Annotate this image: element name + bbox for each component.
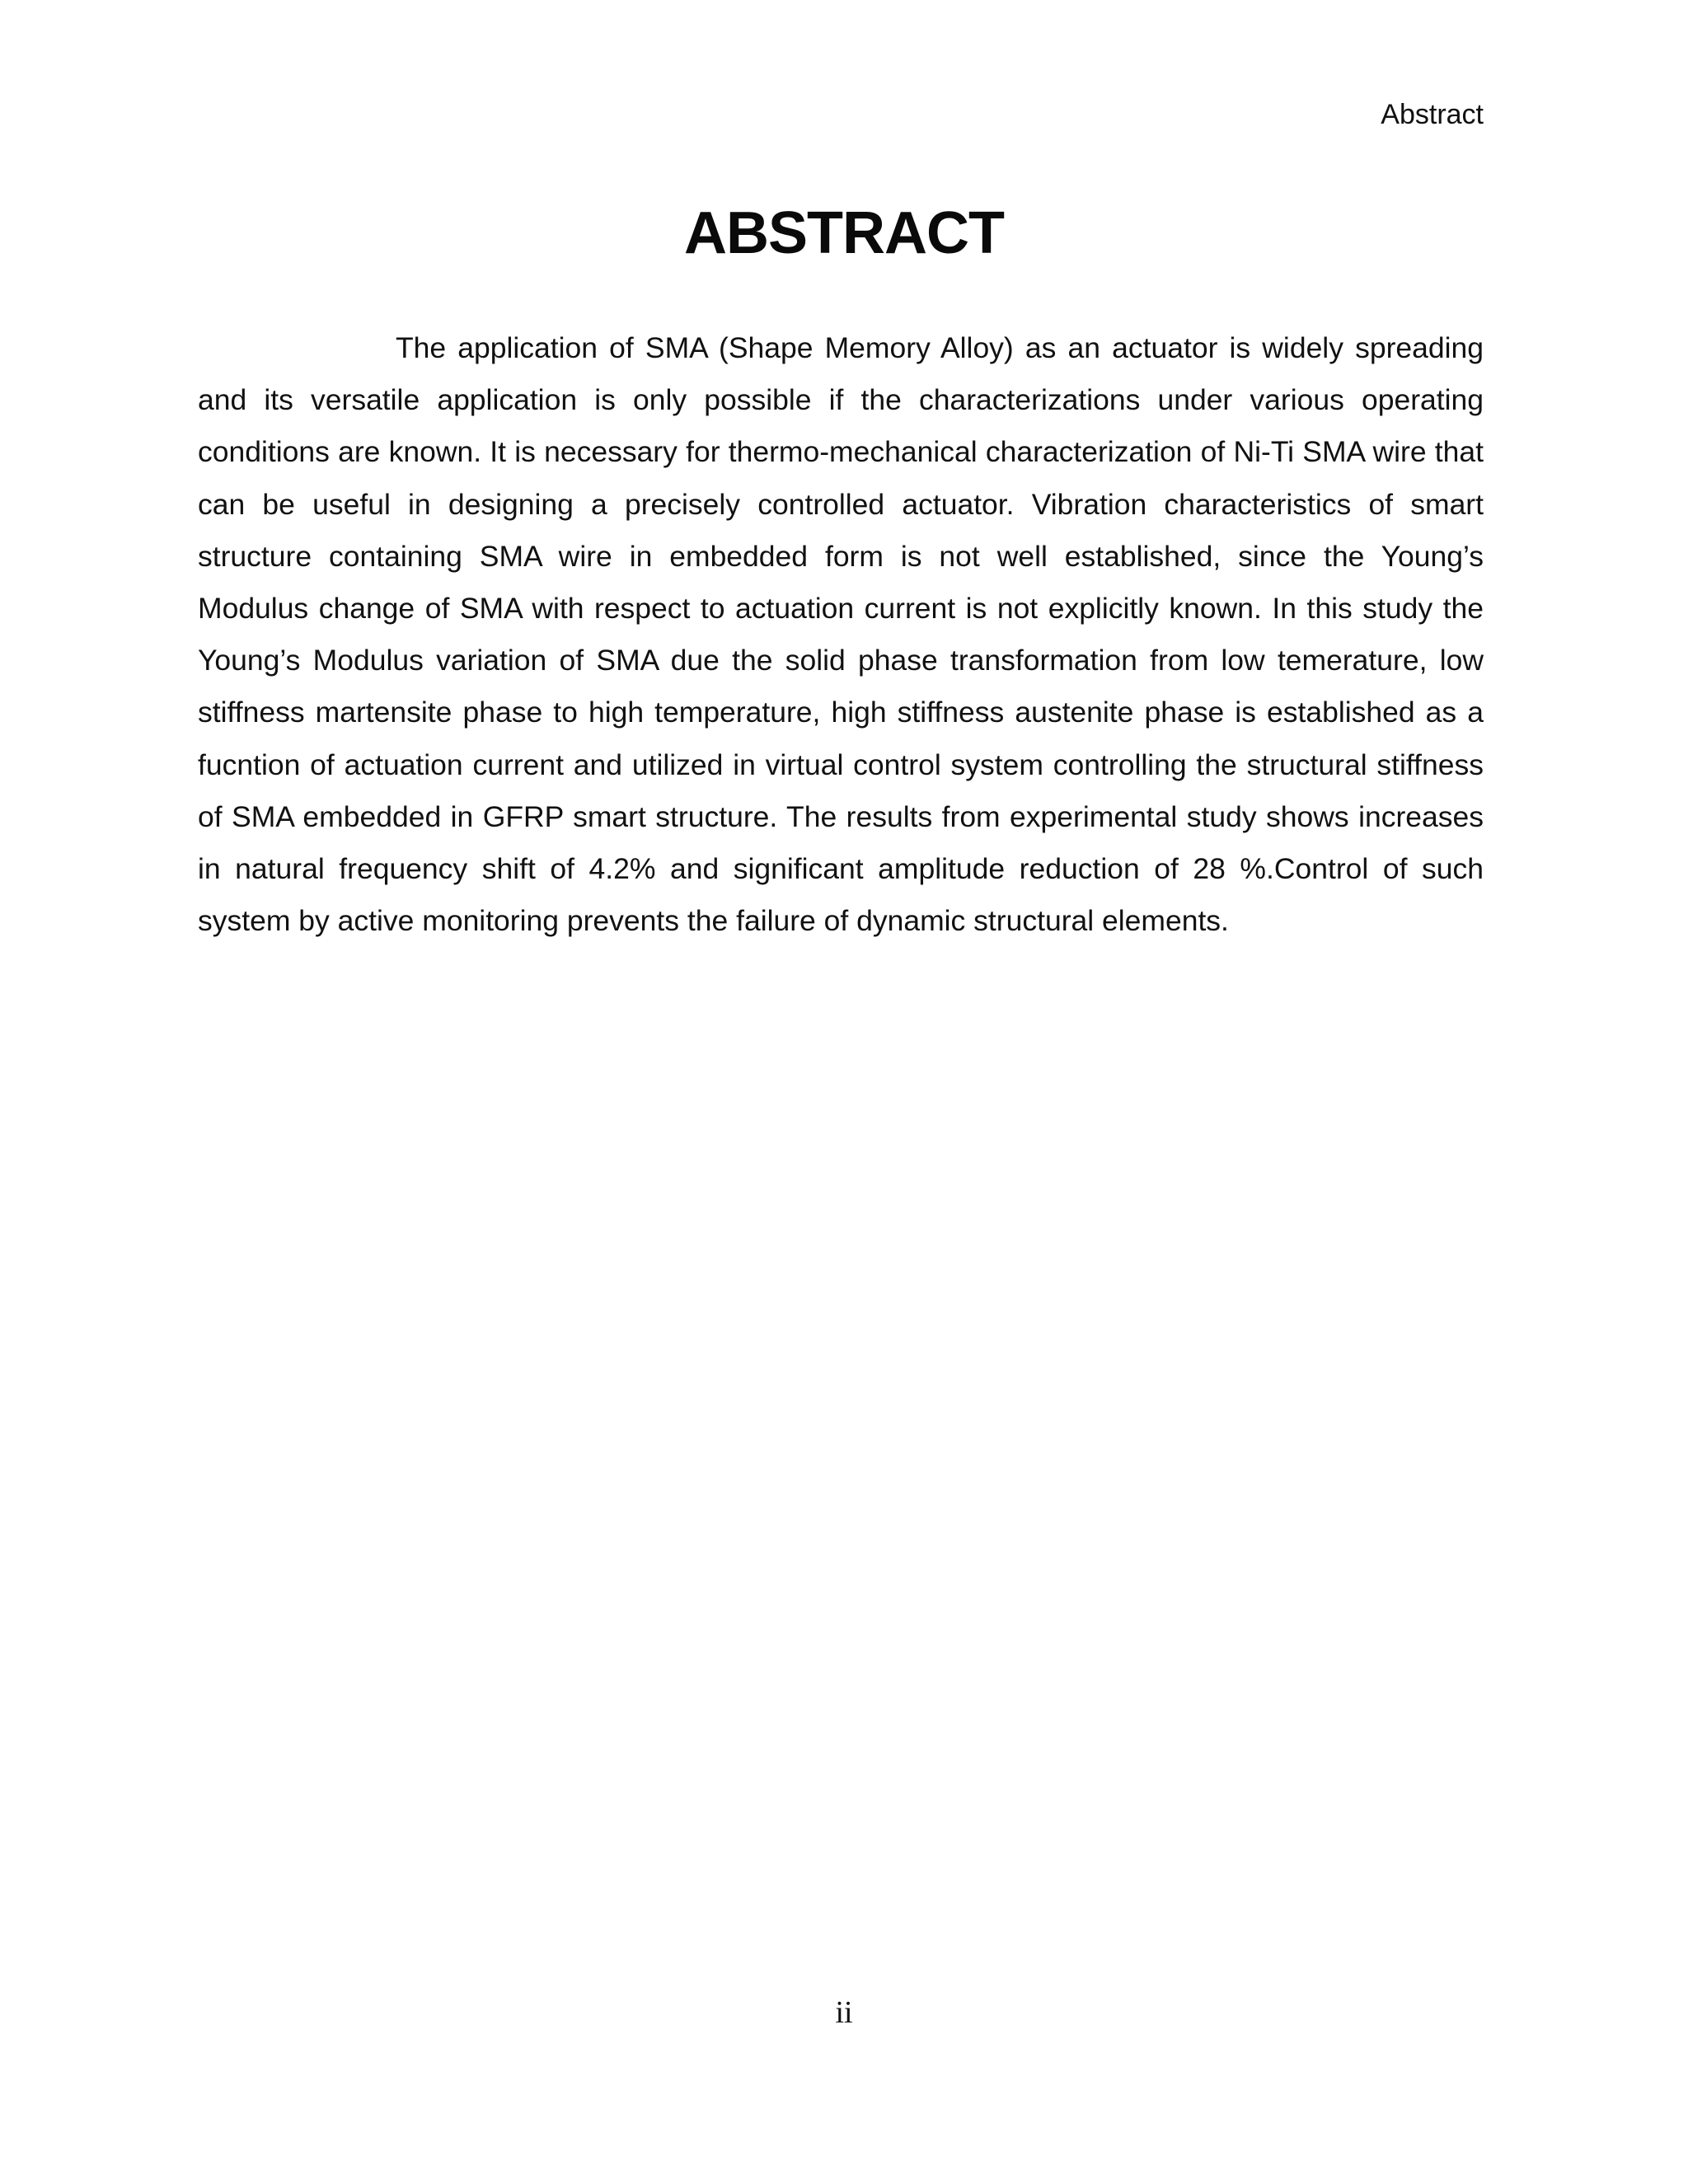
abstract-paragraph: The application of SMA (Shape Memory Alloy) as an actuator is widely spreading and its versatile application is only possible if the characterizations under various operating conditions are known. It is necessary for thermo-mechanical characterization of Ni-Ti SMA wire that can be useful in designing a precisely controlled actuator. Vibration characteristics of smart structure containing SMA wire in embedded form is not well established, since the Young’s Modulus change of SMA with respect to actuation current is not explicitly known. In this study the Young’s Modulus variation of SMA due the solid phase transformation from low temerature, low stiffness martensite phase to high temperature, high stiffness austenite phase is established as a fucntion of actuation current and utilized in virtual control system controlling the structural stiffness of SMA embedded in GFRP smart structure. The results from experimental study shows increases in natural frequency shift of 4.2% and significant amplitude reduction of 28 %.Control of such system by active monitoring prevents the failure of dynamic structural elements. xyxy=(198,331,1484,938)
page-number: ii xyxy=(835,1995,853,2030)
running-header: Abstract xyxy=(1381,99,1484,130)
page-title: ABSTRACT xyxy=(684,200,1004,266)
